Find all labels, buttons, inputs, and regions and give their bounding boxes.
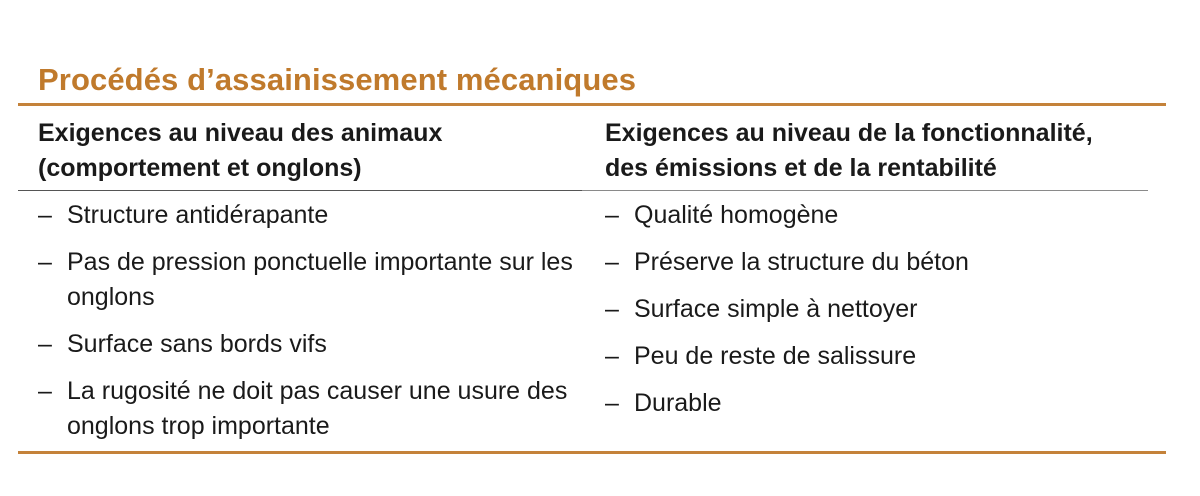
dash-bullet: – (605, 201, 619, 229)
left-header-divider (18, 190, 582, 191)
left-requirements-list (38, 198, 583, 456)
right-column-heading (605, 116, 1165, 186)
list-item (605, 386, 1165, 421)
list-item-text: La rugosité ne doit pas causer une usure des onglons trop importante (67, 377, 568, 440)
list-item (38, 374, 583, 444)
list-item-text: Qualité homogène (634, 201, 839, 229)
list-item-text: Surface sans bords vifs (67, 330, 327, 358)
dash-bullet: – (605, 248, 619, 276)
dash-bullet: – (605, 342, 619, 370)
dash-bullet: – (38, 201, 52, 229)
right-heading-line-2: des émissions et de la rentabilité (605, 154, 997, 182)
list-item-text: Peu de reste de salissure (634, 342, 917, 370)
dash-bullet: – (605, 295, 619, 323)
list-item (38, 245, 583, 315)
left-heading-line-2: (comportement et onglons) (38, 154, 362, 182)
list-item-text: Structure antidérapante (67, 201, 329, 229)
right-requirements-list (605, 198, 1165, 433)
dash-bullet: – (38, 377, 52, 405)
bottom-rule (18, 451, 1166, 454)
list-item-text: Durable (634, 389, 722, 417)
list-item-text: Pas de pression ponctuelle importante sur les onglons (67, 248, 573, 311)
left-column-heading (38, 116, 578, 186)
dash-bullet: – (38, 330, 52, 358)
list-item (605, 339, 1165, 374)
table-title: Procédés d’assainissement mécaniques (38, 62, 637, 97)
dash-bullet: – (38, 248, 52, 276)
right-heading-line-1: Exigences au niveau de la fonctionnalité, (605, 119, 1093, 147)
left-heading-line-1: Exigences au niveau des animaux (38, 119, 443, 147)
right-header-divider (582, 190, 1148, 191)
list-item (605, 198, 1165, 233)
list-item (38, 327, 583, 362)
list-item (38, 198, 583, 233)
list-item (605, 245, 1165, 280)
list-item-text: Surface simple à nettoyer (634, 295, 918, 323)
list-item-text: Préserve la structure du béton (634, 248, 969, 276)
list-item (605, 292, 1165, 327)
dash-bullet: – (605, 389, 619, 417)
top-rule (18, 103, 1166, 106)
